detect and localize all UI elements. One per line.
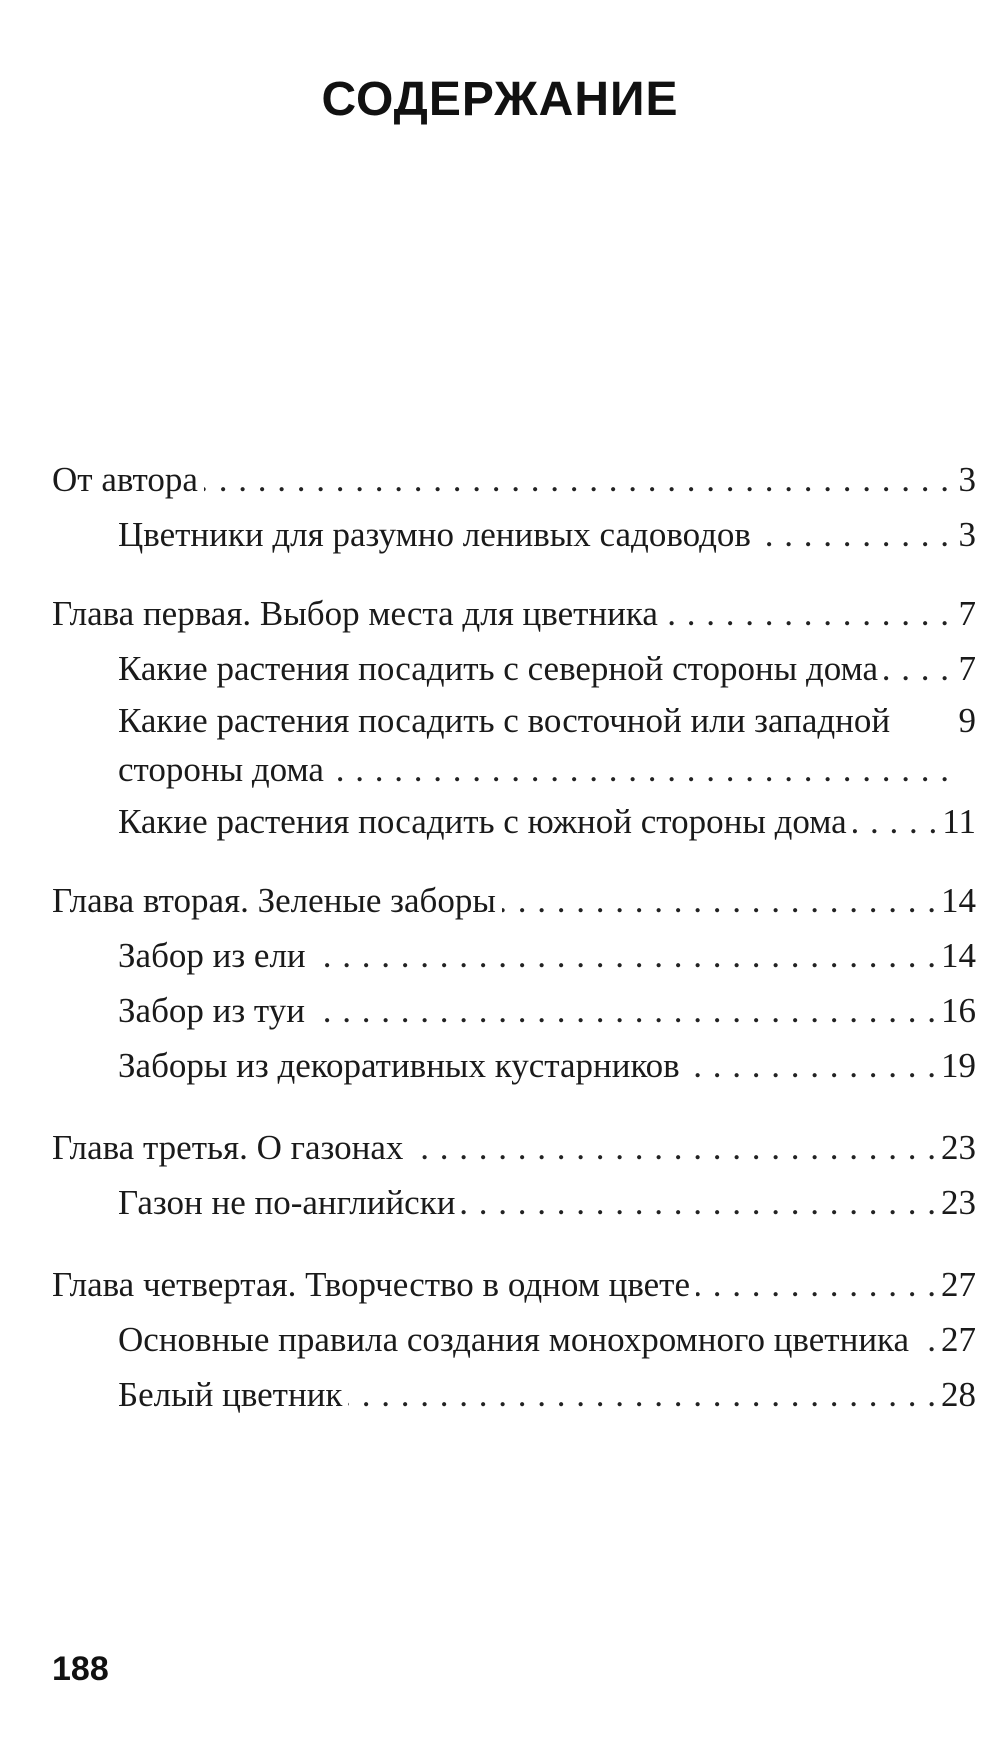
toc-section-page: 23 [941, 1183, 976, 1222]
toc-section-page: 28 [941, 1375, 976, 1414]
toc-chapter-1 [52, 586, 976, 846]
toc-entry-title: Глава четвертая. Творчество в одном цвете . . . [52, 1257, 937, 1312]
table-of-contents [52, 452, 976, 1449]
toc-section[interactable] [52, 983, 976, 1038]
toc-section-title: Забор из ели . . . [118, 928, 937, 983]
toc-entry-title: Глава первая. Выбор места для цветника . . . [52, 586, 950, 641]
toc-section-title: Забор из туи . . . [118, 983, 937, 1038]
toc-section[interactable] [52, 1175, 976, 1230]
toc-section-title: Какие растения посадить с южной стороны дома . . . [118, 797, 938, 846]
toc-section-page: 16 [941, 991, 976, 1030]
toc-section[interactable] [52, 1315, 976, 1364]
toc-entry[interactable] [52, 452, 976, 507]
toc-section[interactable] [52, 1367, 976, 1422]
toc-entry[interactable] [52, 586, 976, 641]
toc-section-page: 3 [958, 515, 976, 554]
toc-entry-page: 3 [958, 460, 976, 499]
toc-entry-title: Глава третья. О газонах . . . [52, 1120, 937, 1175]
toc-section-page: 27 [941, 1320, 976, 1359]
toc-section-page: 14 [941, 936, 976, 975]
toc-section[interactable] [52, 696, 976, 794]
toc-section-title: Основные правила создания монохромного цветника . . . [118, 1315, 937, 1364]
toc-section[interactable] [52, 928, 976, 983]
toc-section-page: 19 [941, 1046, 976, 1085]
toc-section[interactable] [52, 510, 976, 559]
page-number: 188 [52, 1650, 109, 1688]
toc-section-title: Газон не по-английски . . . [118, 1175, 937, 1230]
toc-section-page: 9 [958, 701, 976, 740]
toc-section-page: 7 [958, 649, 976, 688]
toc-section-title: Цветники для разумно ленивых садоводов . . . [118, 510, 950, 559]
toc-entry-page: 27 [941, 1265, 976, 1304]
toc-section-page: 11 [942, 802, 976, 841]
toc-section-title: Заборы из декоративных кустарников . . . [118, 1038, 937, 1093]
toc-chapter-2 [52, 873, 976, 1093]
toc-entry-page: 7 [958, 594, 976, 633]
toc-entry[interactable] [52, 1120, 976, 1175]
toc-section[interactable] [52, 1038, 976, 1093]
toc-entry-page: 23 [941, 1128, 976, 1167]
toc-section[interactable] [52, 797, 976, 846]
toc-section[interactable] [52, 644, 976, 693]
toc-chapter-4 [52, 1257, 976, 1422]
page-title: СОДЕРЖАНИЕ [321, 73, 679, 126]
toc-section-title: Какие растения посадить с северной стороны дома . . . [118, 644, 950, 693]
toc-entry[interactable] [52, 1257, 976, 1312]
toc-entry-page: 14 [941, 881, 976, 920]
toc-entry-title: Глава вторая. Зеленые заборы . . . [52, 873, 937, 928]
toc-entry[interactable] [52, 873, 976, 928]
toc-chapter-3 [52, 1120, 976, 1230]
toc-chapter-author [52, 452, 976, 559]
toc-section-title: Белый цветник . . . [118, 1367, 937, 1422]
toc-section-title: Какие растения посадить с восточной или западной стороны дома . . . [118, 696, 950, 794]
toc-entry-title: От автора . . . [52, 452, 950, 507]
